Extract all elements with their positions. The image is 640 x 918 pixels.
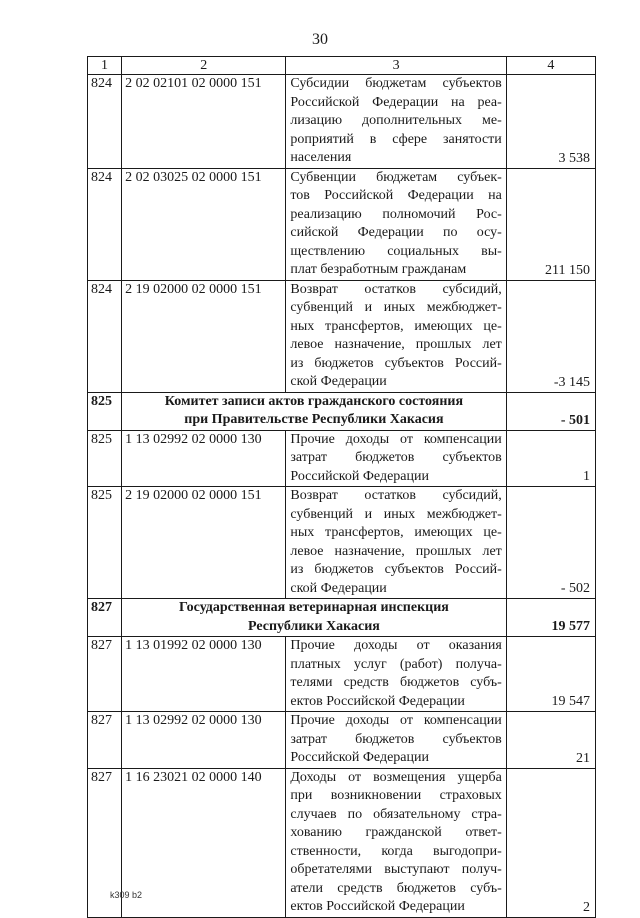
header-col-3: 3 — [286, 57, 506, 75]
description-line: Возврат остатков субсидий, — [290, 281, 502, 297]
amount-value: 211 150 — [545, 262, 590, 278]
section-title-line: при Правительстве Республики Хакасия — [184, 412, 444, 427]
income-description — [286, 75, 506, 169]
table-row — [88, 430, 596, 487]
description-line: случаев по обязательному стра- — [290, 806, 502, 822]
description-line: телями средств бюджетов субъ- — [290, 675, 502, 690]
amount-value: 2 — [583, 899, 590, 915]
description-line: тов Российской Федерации на — [290, 188, 502, 203]
header-col-2: 2 — [122, 57, 286, 75]
description-line: хованию гражданской ответ- — [290, 825, 502, 840]
admin-code: 827 — [88, 768, 122, 917]
table-row — [88, 280, 596, 392]
description-line: ществлению социальных вы- — [290, 243, 502, 259]
admin-code: 824 — [88, 280, 122, 392]
admin-code: 827 — [88, 637, 122, 712]
description-line: Российской Федерации — [290, 750, 429, 765]
admin-code: 824 — [88, 168, 122, 280]
admin-code: 825 — [88, 487, 122, 599]
amount-value: 1 — [583, 469, 590, 484]
amount-value: 19 577 — [551, 619, 590, 634]
income-description — [286, 712, 506, 769]
table-row — [88, 487, 596, 599]
description-line: Возврат остатков субсидий, — [290, 488, 502, 503]
description-line: Российской Федерации — [290, 468, 429, 484]
budget-classification-code: 1 13 01992 02 0000 130 — [122, 637, 286, 712]
footer-code: k309 b2 — [110, 890, 143, 900]
description-line: из бюджетов субъектов Россий- — [290, 562, 502, 577]
description-line: Доходы от возмещения ущерба — [290, 769, 502, 785]
description-line: субвенций и иных межбюджет- — [290, 300, 502, 315]
description-line: ской Федерации — [290, 374, 387, 389]
amount-cell — [506, 768, 595, 917]
description-line: атели средств бюджетов субъ- — [290, 880, 502, 896]
amount-value: - 502 — [560, 581, 590, 596]
amount-value: 21 — [576, 750, 590, 766]
header-col-4: 4 — [506, 57, 595, 75]
amount-value: 3 538 — [558, 150, 590, 166]
description-line: плат безработным гражданам — [290, 262, 467, 277]
description-line: Российской Федерации на реа- — [290, 94, 502, 110]
description-line: ных трансфертов, имеющих це- — [290, 525, 502, 540]
budget-classification-code: 1 13 02992 02 0000 130 — [122, 430, 286, 487]
description-line: затрат бюджетов субъектов — [290, 731, 502, 747]
budget-classification-code: 2 19 02000 02 0000 151 — [122, 487, 286, 599]
admin-code: 825 — [88, 392, 122, 430]
amount-cell — [506, 168, 595, 280]
table-row — [88, 168, 596, 280]
amount-cell — [506, 75, 595, 169]
description-line: ственности, когда выгодопри- — [290, 843, 502, 859]
section-title-line: Государственная ветеринарная инспекция — [178, 600, 449, 615]
description-line: из бюджетов субъектов Россий- — [290, 355, 502, 371]
budget-classification-code: 2 02 02101 02 0000 151 — [122, 75, 286, 169]
description-line: сийской Федерации по осу- — [290, 225, 502, 240]
table-row — [88, 75, 596, 169]
amount-cell — [506, 487, 595, 599]
budget-classification-code: 2 19 02000 02 0000 151 — [122, 280, 286, 392]
description-line: ектов Российской Федерации — [290, 693, 465, 709]
section-title — [122, 392, 507, 430]
income-description — [286, 430, 506, 487]
description-line: населения — [290, 150, 352, 165]
description-line: ской Федерации — [290, 580, 387, 596]
income-description — [286, 280, 506, 392]
amount-cell — [506, 392, 595, 430]
description-line: роприятий в сфере занятости — [290, 131, 502, 147]
table-row — [88, 768, 596, 917]
description-line: ектов Российской Федерации — [290, 899, 465, 914]
section-title — [122, 599, 507, 637]
description-line: левое назначение, прошлых лет — [290, 543, 502, 559]
description-line: Прочие доходы от компенсации — [290, 713, 502, 728]
amount-cell — [506, 599, 595, 637]
income-description — [286, 168, 506, 280]
description-line: субвенций и иных межбюджет- — [290, 506, 502, 522]
amount-value: - 501 — [560, 412, 590, 428]
description-line: Субсидии бюджетам субъектов — [290, 76, 502, 91]
amount-cell — [506, 430, 595, 487]
amount-cell — [506, 712, 595, 769]
description-line: ных трансфертов, имеющих це- — [290, 318, 502, 334]
section-title-line: Комитет записи актов гражданского состояния — [164, 393, 464, 409]
admin-code: 824 — [88, 75, 122, 169]
description-line: Субвенции бюджетам субъек- — [290, 169, 502, 185]
amount-cell — [506, 280, 595, 392]
admin-code: 827 — [88, 599, 122, 637]
description-line: Прочие доходы от компенсации — [290, 431, 502, 447]
header-col-1: 1 — [88, 57, 122, 75]
admin-code: 827 — [88, 712, 122, 769]
budget-classification-code: 1 16 23021 02 0000 140 — [122, 768, 286, 917]
budget-table — [87, 56, 596, 918]
table-row — [88, 712, 596, 769]
page-number: 30 — [312, 31, 328, 48]
section-row — [88, 392, 596, 430]
income-description — [286, 487, 506, 599]
description-line: при возникновении страховых — [290, 788, 502, 803]
income-description — [286, 768, 506, 917]
description-line: реализацию полномочий Рос- — [290, 206, 502, 222]
section-row — [88, 599, 596, 637]
amount-value: -3 145 — [553, 374, 590, 390]
budget-classification-code: 2 02 03025 02 0000 151 — [122, 168, 286, 280]
income-description — [286, 637, 506, 712]
description-line: обретателями выступают получ- — [290, 862, 502, 877]
description-line: левое назначение, прошлых лет — [290, 337, 502, 352]
table-row — [88, 637, 596, 712]
description-line: затрат бюджетов субъектов — [290, 450, 502, 465]
amount-value: 19 547 — [551, 694, 590, 709]
table-header-row — [88, 57, 596, 75]
description-line: лизацию дополнительных ме- — [290, 113, 502, 128]
description-line: платных услуг (работ) получа- — [290, 656, 502, 672]
section-title-line: Республики Хакасия — [247, 618, 380, 634]
description-line: Прочие доходы от оказания — [290, 638, 502, 653]
amount-cell — [506, 637, 595, 712]
admin-code: 825 — [88, 430, 122, 487]
budget-classification-code: 1 13 02992 02 0000 130 — [122, 712, 286, 769]
